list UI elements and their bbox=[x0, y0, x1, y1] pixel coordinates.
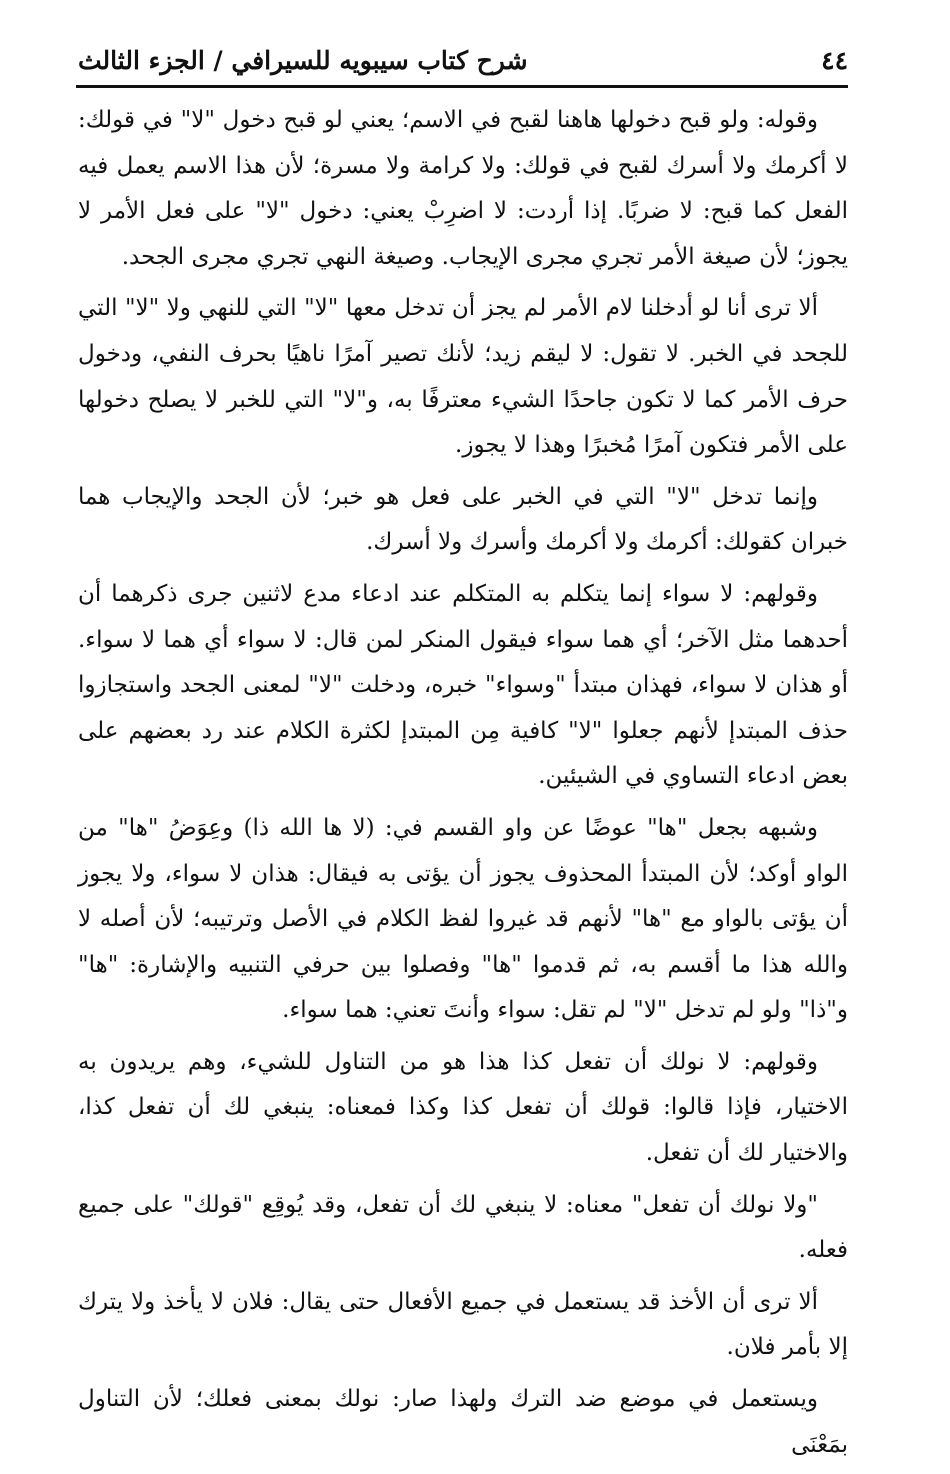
paragraph: وقوله: ولو قبح دخولها هاهنا لقبح في الاسم؛ يعني لو قبح دخول "لا" في قولك: لا أكرمك ولا أسرك لقبح في قولك: ولا كرامة ولا مسرة؛ لأن هذا الاسم يعمل فيه الفعل كما قبح: لا ضربًا. إذا أردت: لا اضرِبْ يعني: دخول "لا" على فعل الأمر لا يجوز؛ لأن صيغة الأمر تجري مجرى الإيجاب. وصيغة النهي تجري مجرى الجحد. bbox=[78, 107, 848, 270]
paragraph: ألا ترى أنا لو أدخلنا لام الأمر لم يجز أن تدخل معها "لا" التي للنهي ولا "لا" التي للجحد في الخبر. لا تقول: لا ليقم زيد؛ لأنك تصير آمرًا ناهيًا بحرف النفي، ودخول حرف الأمر كما لا تكون جاحدًا الشيء معترفًا به، و"لا" التي للخبر لا يصلح دخولها على الأمر فتكون آمرًا مُخبرًا وهذا لا يجوز. bbox=[78, 295, 848, 459]
paragraph: ويستعمل في موضع ضد الترك ولهذا صار: نولك بمعنى فعلك؛ لأن التناول بمَعْنَى bbox=[78, 1386, 848, 1458]
paragraph: وقولهم: لا نولك أن تفعل كذا هذا هو من التناول للشيء، وهم يريدون به الاختيار، فإذا قالوا: قولك أن تفعل كذا وكذا فمعناه: ينبغي لك أن تفعل كذا، والاختيار لك أن تفعل. bbox=[78, 1048, 848, 1167]
paragraph: وإنما تدخل "لا" التي في الخبر على فعل هو خبر؛ لأن الجحد والإيجاب هما خبران كقولك: أكرمك ولا أكرمك وأسرك ولا أسرك. bbox=[78, 483, 848, 556]
paragraph: "ولا نولك أن تفعل" معناه: لا ينبغي لك أن تفعل، وقد يُوقِع "قولك" على جميع فعله. bbox=[78, 1191, 848, 1264]
page-header bbox=[78, 38, 848, 82]
page-number: ٤٤ bbox=[821, 45, 848, 75]
header-divider bbox=[76, 85, 848, 88]
body-text bbox=[78, 98, 848, 1474]
paragraph: وقولهم: لا سواء إنما يتكلم به المتكلم عند ادعاء مدع لاثنين جرى ذكرهما أن أحدهما مثل الآخر؛ أي هما سواء فيقول المنكر لمن قال: لا سواء أي هما لا سواء. أو هذان لا سواء، فهذان مبتدأ "وسواء" خبره، ودخلت "لا" لمعنى الجحد واستجازوا حذف المبتدإ لأنهم جعلوا "لا" كافية مِن المبتدإ لكثرة الكلام عند رد بعضهم على بعض ادعاء التساوي في الشيئين. bbox=[78, 580, 848, 790]
running-title: شرح كتاب سيبويه للسيرافي / الجزء الثالث bbox=[78, 45, 528, 75]
paragraph: وشبهه بجعل "ها" عوضًا عن واو القسم في: (لا ها الله ذا) وعِوَضُ "ها" من الواو أوكد؛ لأن المبتدأ المحذوف يجوز أن يؤتى به فيقال: هذان لا سواء، ولا يجوز أن يؤتى بالواو مع "ها" لأنهم قد غيروا لفظ الكلام في الأصل وترتيبه؛ لأن أصله لا والله هذا ما أقسم به، ثم قدموا "ها" وفصلوا بين حرفي التنبيه والإشارة: "ها" و"ذا" ولو لم تدخل "لا" لم تقل: سواء وأنتَ تعني: هما سواء. bbox=[78, 814, 848, 1024]
paragraph: ألا ترى أن الأخذ قد يستعمل في جميع الأفعال حتى يقال: فلان لا يأخذ ولا يترك إلا بأمر فلان. bbox=[78, 1288, 848, 1361]
